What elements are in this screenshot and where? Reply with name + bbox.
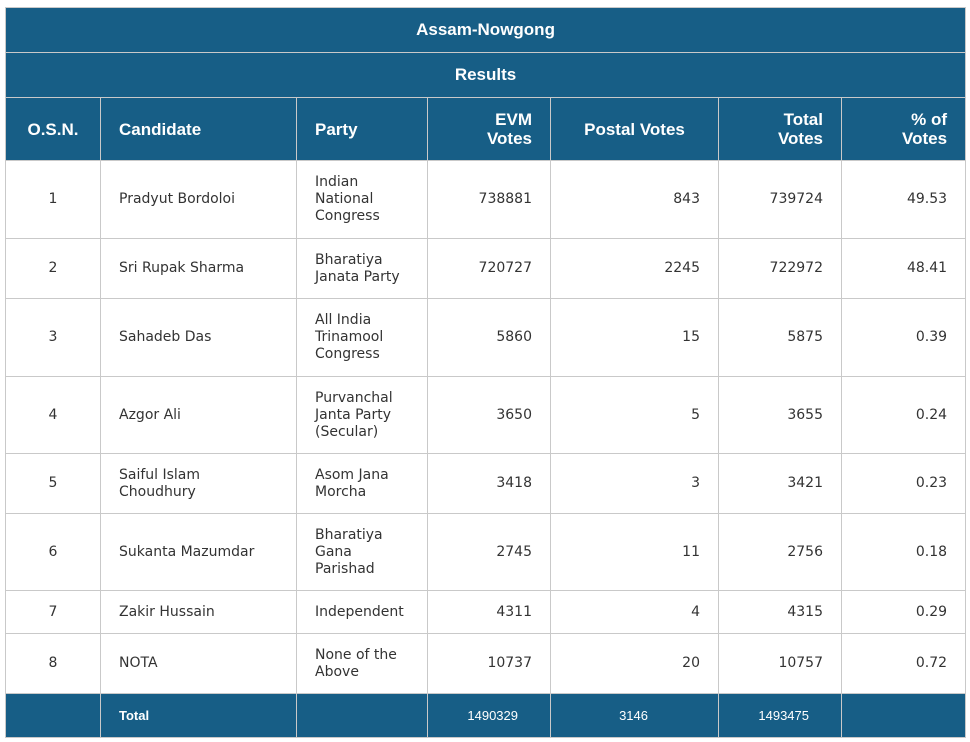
- pct-votes-cell: 0.72: [842, 634, 966, 694]
- candidate-cell-line: Sahadeb Das: [119, 329, 212, 345]
- col-header-osn: O.S.N.: [6, 98, 101, 161]
- evm-votes-cell: 5860: [428, 299, 551, 377]
- total-votes-cell: 739724: [719, 161, 842, 239]
- table-title: Assam-Nowgong: [6, 8, 966, 53]
- table-subtitle: Results: [6, 53, 966, 98]
- party-cell-line: Parishad: [315, 560, 375, 577]
- col-header-total-line2: Votes: [777, 129, 823, 148]
- evm-votes-cell: 4311: [428, 591, 551, 634]
- pct-votes-cell: 0.23: [842, 454, 966, 514]
- party-cell-line: Above: [315, 663, 359, 680]
- col-header-pct-votes: [842, 98, 966, 161]
- candidate-cell-line: Sri Rupak Sharma: [119, 260, 245, 276]
- pct-votes-cell: 0.24: [842, 377, 966, 454]
- party-cell: [297, 514, 428, 591]
- osn-cell: 7: [6, 591, 101, 634]
- postal-votes-cell: 3: [551, 454, 719, 514]
- party-cell-line: National: [315, 191, 374, 207]
- party-cell-line: Congress: [315, 208, 380, 224]
- party-cell-line: Bharatiya: [315, 526, 383, 543]
- table-row: [6, 161, 966, 239]
- osn-cell: 4: [6, 377, 101, 454]
- postal-votes-cell: 11: [551, 514, 719, 591]
- table-row: [6, 514, 966, 591]
- evm-votes-cell: 720727: [428, 239, 551, 299]
- evm-votes-cell: 2745: [428, 514, 551, 591]
- candidate-cell: [101, 591, 297, 634]
- col-header-candidate: Candidate: [101, 98, 297, 161]
- table-row: [6, 591, 966, 634]
- party-cell: [297, 299, 428, 377]
- party-cell: [297, 454, 428, 514]
- candidate-cell-line: Azgor Ali: [119, 406, 181, 423]
- candidate-cell: [101, 454, 297, 514]
- pct-votes-cell: 0.18: [842, 514, 966, 591]
- table-row: [6, 454, 966, 514]
- candidate-cell: [101, 239, 297, 299]
- postal-votes-cell: 2245: [551, 239, 719, 299]
- candidate-cell-line: Pradyut Bordoloi: [119, 191, 235, 207]
- osn-cell: 5: [6, 454, 101, 514]
- results-table: [5, 7, 966, 738]
- total-evm-votes: 1490329: [428, 694, 551, 738]
- col-header-postal-votes: Postal Votes: [551, 98, 719, 161]
- col-header-party: Party: [297, 98, 428, 161]
- party-cell-line: Independent: [315, 603, 404, 620]
- total-total-votes: 1493475: [719, 694, 842, 738]
- total-votes-cell: 3421: [719, 454, 842, 514]
- table-row: [6, 377, 966, 454]
- pct-votes-cell: 0.39: [842, 299, 966, 377]
- party-cell-line: Janta Party: [315, 406, 392, 423]
- total-postal-votes: 3146: [551, 694, 719, 738]
- candidate-cell-line: Zakir Hussain: [119, 603, 215, 620]
- col-header-evm-line1: EVM: [495, 110, 532, 129]
- party-cell-line: Gana: [315, 543, 352, 560]
- col-header-pct-line2: Votes: [902, 129, 948, 148]
- table-row: [6, 239, 966, 299]
- total-osn-cell: [6, 694, 101, 738]
- party-cell-line: Morcha: [315, 483, 367, 500]
- candidate-cell-line: Sukanta Mazumdar: [119, 543, 255, 560]
- candidate-cell: [101, 299, 297, 377]
- party-cell: [297, 239, 428, 299]
- col-header-pct-line1: % of: [911, 110, 948, 129]
- party-cell-line: Janata Party: [315, 268, 400, 285]
- total-votes-cell: 2756: [719, 514, 842, 591]
- total-row: [6, 694, 966, 738]
- osn-cell: 2: [6, 239, 101, 299]
- party-cell: [297, 377, 428, 454]
- col-header-evm-votes: [428, 98, 551, 161]
- total-votes-cell: 10757: [719, 634, 842, 694]
- total-label: Total: [101, 694, 297, 738]
- party-cell-line: Indian: [315, 174, 359, 190]
- osn-cell: 8: [6, 634, 101, 694]
- col-header-total-line1: Total: [783, 110, 823, 129]
- party-cell-line: None of the: [315, 646, 397, 663]
- postal-votes-cell: 843: [551, 161, 719, 239]
- osn-cell: 3: [6, 299, 101, 377]
- total-votes-cell: 5875: [719, 299, 842, 377]
- total-pct-cell: [842, 694, 966, 738]
- postal-votes-cell: 15: [551, 299, 719, 377]
- pct-votes-cell: 48.41: [842, 239, 966, 299]
- party-cell-line: Purvanchal: [315, 389, 393, 406]
- postal-votes-cell: 4: [551, 591, 719, 634]
- evm-votes-cell: 3418: [428, 454, 551, 514]
- candidate-cell-line: Choudhury: [119, 483, 196, 500]
- total-votes-cell: 722972: [719, 239, 842, 299]
- osn-cell: 1: [6, 161, 101, 239]
- osn-cell: 6: [6, 514, 101, 591]
- candidate-cell: [101, 514, 297, 591]
- evm-votes-cell: 3650: [428, 377, 551, 454]
- candidate-cell-line: NOTA: [119, 655, 158, 671]
- results-body: [6, 161, 966, 694]
- table-row: [6, 634, 966, 694]
- evm-votes-cell: 10737: [428, 634, 551, 694]
- party-cell-line: Congress: [315, 346, 380, 362]
- pct-votes-cell: 49.53: [842, 161, 966, 239]
- party-cell-line: Trinamool: [315, 329, 384, 345]
- candidate-cell-line: Saiful Islam: [119, 466, 201, 483]
- candidate-cell: [101, 377, 297, 454]
- party-cell-line: All India: [315, 312, 372, 328]
- party-cell-line: Asom Jana: [315, 466, 389, 483]
- total-party-cell: [297, 694, 428, 738]
- postal-votes-cell: 5: [551, 377, 719, 454]
- party-cell: [297, 161, 428, 239]
- col-header-total-votes: [719, 98, 842, 161]
- evm-votes-cell: 738881: [428, 161, 551, 239]
- pct-votes-cell: 0.29: [842, 591, 966, 634]
- total-votes-cell: 4315: [719, 591, 842, 634]
- column-header-row: [6, 98, 966, 161]
- postal-votes-cell: 20: [551, 634, 719, 694]
- total-votes-cell: 3655: [719, 377, 842, 454]
- party-cell-line: Bharatiya: [315, 251, 383, 268]
- table-row: [6, 299, 966, 377]
- party-cell: [297, 634, 428, 694]
- party-cell: [297, 591, 428, 634]
- candidate-cell: [101, 634, 297, 694]
- candidate-cell: [101, 161, 297, 239]
- party-cell-line: (Secular): [315, 423, 379, 440]
- col-header-evm-line2: Votes: [486, 129, 532, 148]
